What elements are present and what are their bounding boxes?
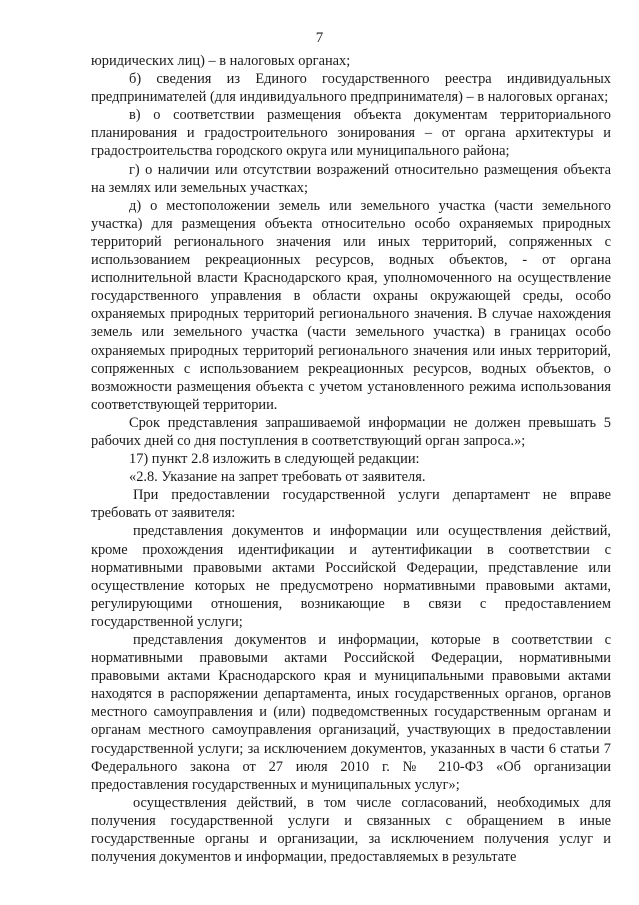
document-body [91,52,611,866]
paragraph-amendment-17: 17) пункт 2.8 изложить в следующей редакции: [129,451,420,468]
paragraph-prohibition-1: представления документов и информации или осуществления действий, кроме прохождения идентификации и аутентификации в соответствии с нормативными правовыми актами Российской Федерации, представление или осуществление которых не предусмотрено нормативными правовыми актами, регулирующими отношения, возникающие в связи с предоставлением государственной услуги; [91,523,611,630]
paragraph-item-g: г) о наличии или отсутствии возражений относительно размещения объекта на землях или земельных участках; [91,161,611,196]
paragraph-prohibition-intro: При предоставлении государственной услуги департамент не вправе требовать от заявителя: [91,487,611,522]
page-number: 7 [315,30,324,46]
paragraph-prohibition-2: представления документов и информации, которые в соответствии с нормативными правовыми актами Российской Федерации, нормативными правовыми актами Краснодарского края и муниципальными правовыми актами находятся в распоряжении департамента, иных государственных органов, органов местного самоуправления и (или) подведомственных государственным органам и органам местного самоуправления организаций, участвующих в предоставлении государственной услуги; за исключением документов, указанных в части 6 статьи 7 Федерального закона от 27 июля 2010 г. № 210-ФЗ «Об организации предоставления государственных и муниципальных услуг»; [91,632,611,793]
paragraph-item-v: в) о соответствии размещения объекта документам территориального планирования и градостроительного зонирования – от органа архитектуры и градостроительства городского округа или муниципального района; [91,107,611,160]
paragraph-deadline: Срок представления запрашиваемой информации не должен превышать 5 рабочих дней со дня поступления в соответствующий орган запроса.»; [91,414,611,449]
paragraph-prohibition-3: осуществления действий, в том числе согласований, необходимых для получения государственной услуги и связанных с обращением в иные государственные органы и организации, за исключением получения услуг и получения документов и информации, предоставляемых в результате [91,794,611,866]
paragraph-item-d: д) о местоположении земель или земельного участка (части земельного участка) для размещения объекта относительно особо охраняемых природных территорий регионального значения или иных территорий, сопряженных с использованием рекреационных ресурсов, водных объектов, - от органа исполнительной власти Краснодарского края, уполномоченного на осуществление государственного управления в области охраны окружающей среды, особо охраняемых природных территорий регионального значения. В случае нахождения земель или земельного участка (части земельного участка) в границах особо охраняемых природных территорий регионального значения или иных территорий, сопряженных с использованием рекреационных ресурсов, водных объектов, о возможности размещения объекта с учетом установленного режима использования соответствующей территории. [91,197,611,413]
paragraph-item-b: б) сведения из Единого государственного реестра индивидуальных предпринимателей (для индивидуального предпринимателя) – в налоговых органах; [91,71,611,106]
paragraph-continuation: юридических лиц) – в налоговых органах; [91,53,351,69]
paragraph-section-2-8: «2.8. Указание на запрет требовать от заявителя. [129,469,426,486]
